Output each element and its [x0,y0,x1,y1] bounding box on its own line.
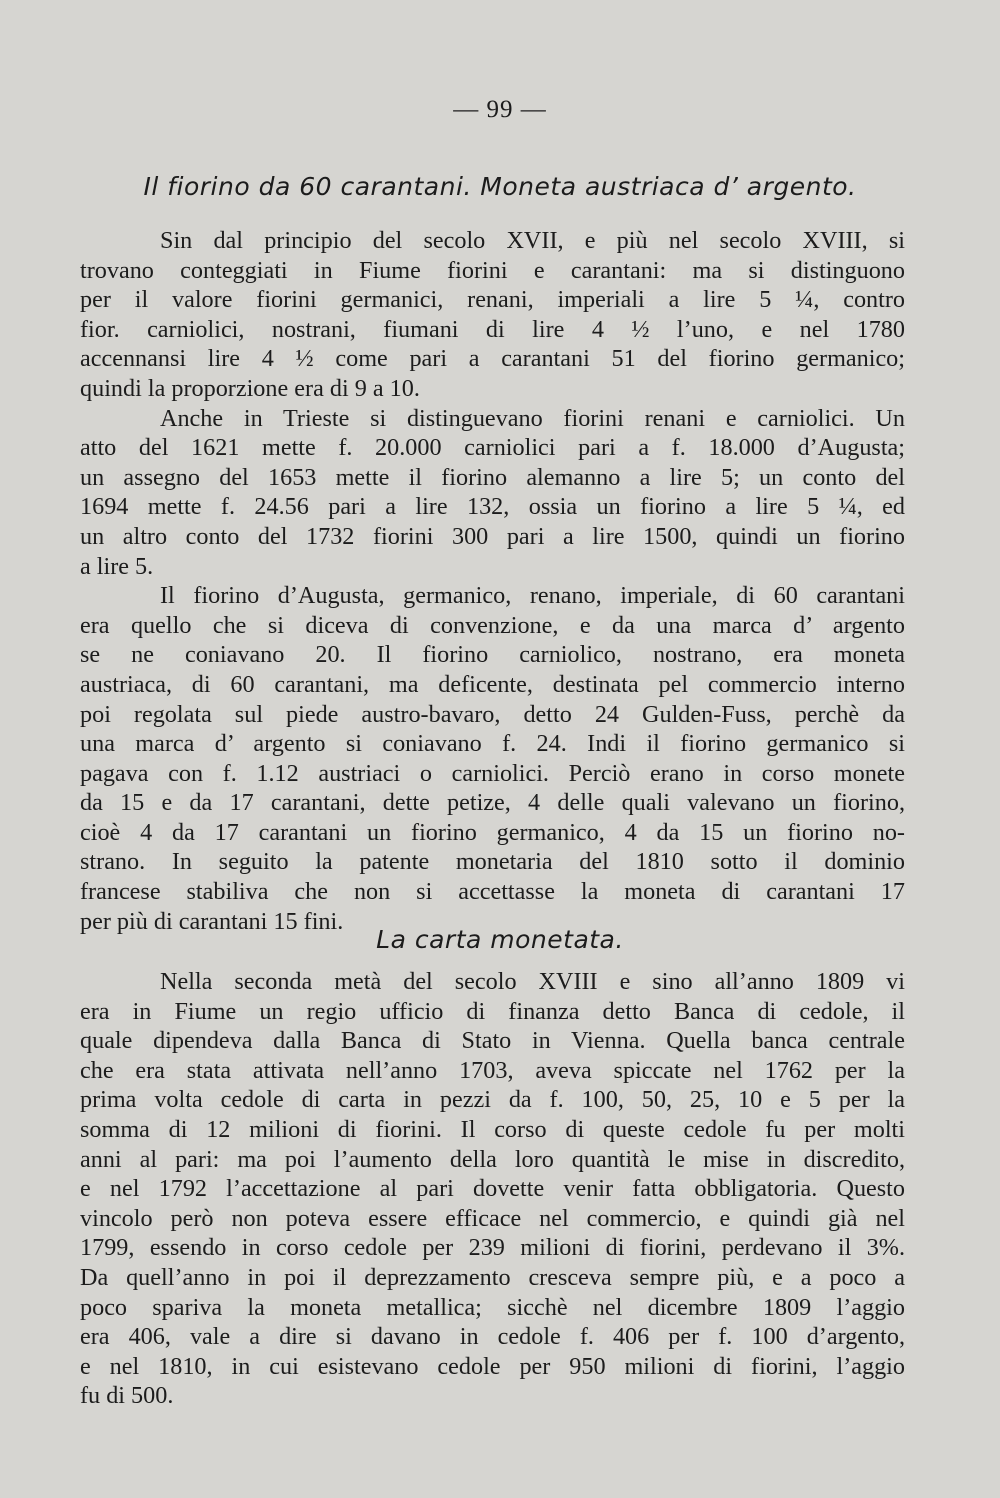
text-line: era 406, vale a dire si davano in cedole f. 406 per f. 100 d’argento, [80,1323,905,1351]
page-number: — 99 — [453,96,547,123]
section-title-carta-monetata: La carta monetata. [376,925,624,954]
text-line: e nel 1792 l’accettazione al pari dovette venir fatta obbligatoria. Questo [80,1175,905,1203]
text-line: 1694 mette f. 24.56 pari a lire 132, ossia un fiorino a lire 5 ¼, ed [80,493,905,521]
text-line: per il valore fiorini germanici, renani, imperiali a lire 5 ¼, contro [80,286,905,314]
text-line: Sin dal principio del secolo XVII, e più nel secolo XVIII, si [160,227,905,254]
text-line: anni al pari: ma poi l’aumento della loro quantità le mise in discredito, [80,1145,905,1173]
text-line: se ne coniavano 20. Il fiorino carniolico, nostrano, era moneta [80,641,905,669]
text-line: strano. In seguito la patente monetaria del 1810 sotto il dominio [80,848,905,876]
text-line: quindi la proporzione era di 9 a 10. [80,374,420,402]
text-line: vincolo però non poteva essere efficace nel commercio, e quindi già nel [80,1204,905,1232]
section-body-fiorino [80,226,905,936]
text-line: prima volta cedole di carta in pezzi da f. 100, 50, 25, 10 e 5 per la [80,1086,905,1114]
text-line: fior. carniolici, nostrani, fiumani di lire 4 ½ l’uno, e nel 1780 [80,315,905,343]
text-line: somma di 12 milioni di fiorini. Il corso di queste cedole fu per molti [80,1115,905,1143]
text-line: poco spariva la moneta metallica; sicchè nel dicembre 1809 l’aggio [80,1293,905,1321]
text-line: accennansi lire 4 ½ come pari a carantani 51 del fiorino germanico; [80,345,905,373]
text-line: un altro conto del 1732 fiorini 300 pari a lire 1500, quindi un fiorino [80,522,905,550]
text-line: Anche in Trieste si distinguevano fiorini renani e carniolici. Un [160,404,905,432]
text-line: e nel 1810, in cui esistevano cedole per 950 milioni di fiorini, l’aggio [80,1352,905,1380]
text-line: 1799, essendo in corso cedole per 239 milioni di fiorini, perdevano il 3%. [80,1234,905,1262]
text-line: pagava con f. 1.12 austriaci o carniolici. Perciò erano in corso monete [80,759,905,787]
text-line: che era stata attivata nell’anno 1703, aveva spiccate nel 1762 per la [80,1056,905,1084]
text-line: quale dipendeva dalla Banca di Stato in Vienna. Quella banca centrale [80,1027,905,1055]
text-line: atto del 1621 mette f. 20.000 carniolici pari a f. 18.000 d’Augusta; [80,434,905,462]
text-line: trovano conteggiati in Fiume fiorini e carantani: ma si distinguono [80,256,905,284]
text-line: era quello che si diceva di convenzione, e da una marca d’ argento [80,611,905,639]
text-line: francese stabiliva che non si accettasse la moneta di carantani 17 [80,878,905,906]
section-title-fiorino: Il fiorino da 60 carantani. Moneta austriaca d’ argento. [143,172,857,201]
text-line: un assegno del 1653 mette il fiorino alemanno a lire 5; un conto del [80,463,905,491]
text-line: poi regolata sul piede austro-bavaro, detto 24 Gulden-Fuss, perchè da [80,700,905,728]
text-line: austriaca, di 60 carantani, ma deficente, destinata pel commercio interno [80,670,905,698]
text-line: Nella seconda metà del secolo XVIII e sino all’anno 1809 vi [160,968,905,995]
text-line: Da quell’anno in poi il deprezzamento cresceva sempre più, e a poco a [80,1263,905,1291]
text-line: cioè 4 da 17 carantani un fiorino germanico, 4 da 15 un fiorino no- [80,818,905,846]
text-line: a lire 5. [80,552,154,580]
text-line: Il fiorino d’Augusta, germanico, renano, imperiale, di 60 carantani [160,582,905,610]
text-line: era in Fiume un regio ufficio di finanza detto Banca di cedole, il [80,997,905,1025]
text-line: per più di carantani 15 fini. [80,907,344,935]
text-line: una marca d’ argento si coniavano f. 24. Indi il fiorino germanico si [80,730,905,758]
text-line: da 15 e da 17 carantani, dette petize, 4 delle quali valevano un fiorino, [80,789,905,817]
text-line: fu di 500. [80,1382,174,1410]
section-body-carta-monetata [80,967,905,1411]
